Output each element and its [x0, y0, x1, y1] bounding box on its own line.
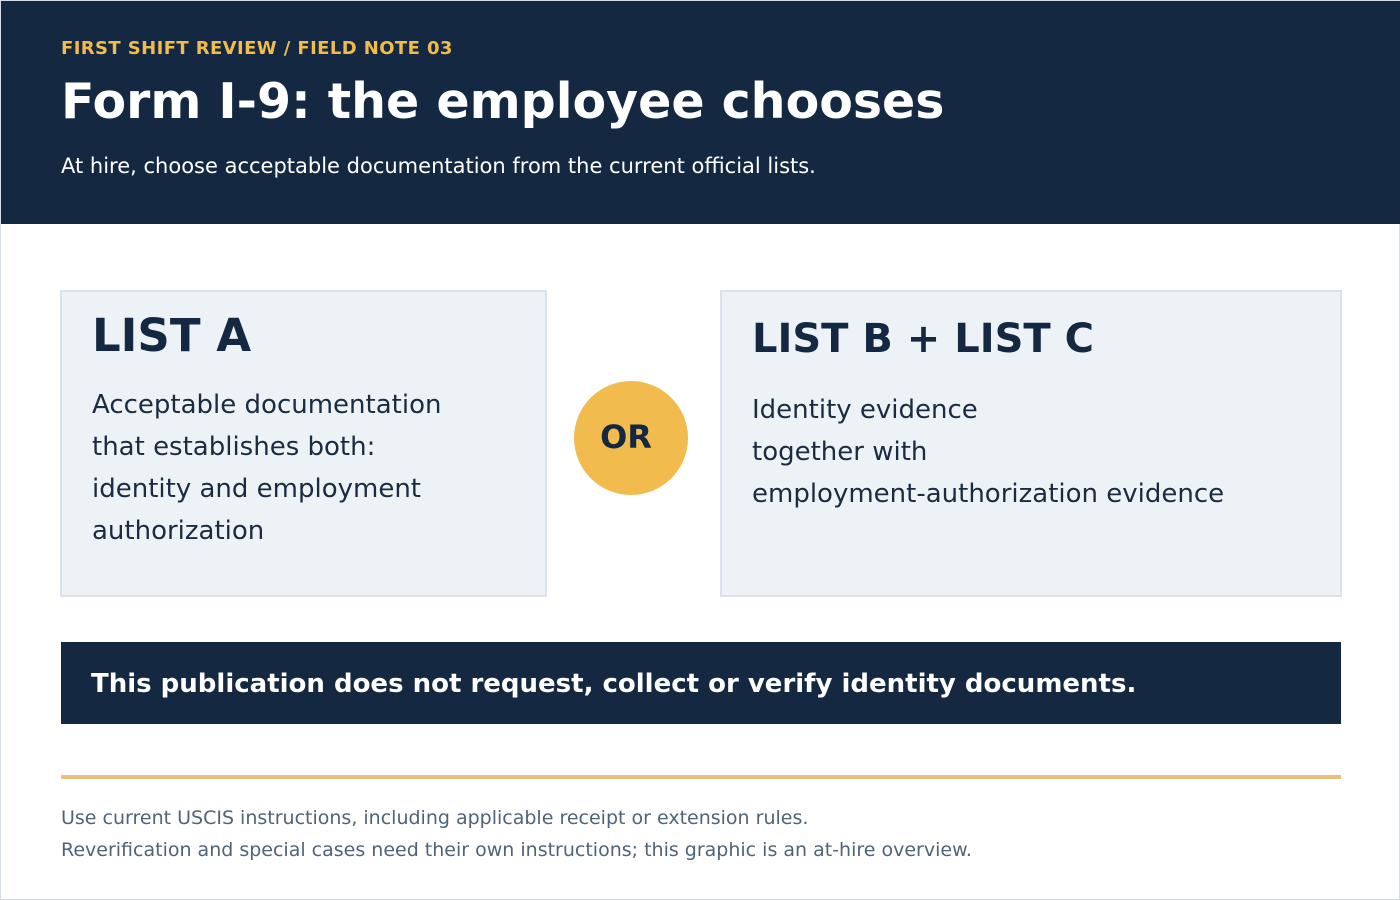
list-a-line: identity and employment: [92, 474, 421, 504]
page-subtitle: At hire, choose acceptable documentation from the current official lists.: [61, 154, 816, 178]
header-banner: [1, 1, 1400, 224]
list-a-line: authorization: [92, 516, 265, 546]
privacy-notice-text: This publication does not request, collect or verify identity documents.: [91, 669, 1137, 699]
list-b-c-card: [720, 290, 1342, 597]
list-b-c-line: employment-authorization evidence: [752, 479, 1225, 509]
list-b-c-line: together with: [752, 437, 928, 467]
eyebrow-label: FIRST SHIFT REVIEW / FIELD NOTE 03: [61, 38, 453, 59]
footnotes: [61, 802, 972, 866]
list-b-c-line: Identity evidence: [752, 395, 978, 425]
list-a-description: [92, 384, 441, 552]
list-a-heading: LIST A: [92, 309, 252, 362]
footnote-line: Reverification and special cases need their own instructions; this graphic is an at-hire overview.: [61, 839, 972, 861]
privacy-notice-banner: [61, 642, 1341, 724]
list-a-line: Acceptable documentation: [92, 390, 442, 420]
or-badge: [574, 381, 688, 495]
list-b-c-heading: LIST B + LIST C: [752, 316, 1094, 362]
list-b-c-description: [752, 389, 1224, 515]
list-a-card: [60, 290, 547, 597]
or-label: OR: [600, 418, 652, 456]
page-title: Form I-9: the employee chooses: [61, 73, 945, 130]
footnote-line: Use current USCIS instructions, including applicable receipt or extension rules.: [61, 807, 809, 829]
list-a-line: that establishes both:: [92, 432, 376, 462]
section-divider: [61, 775, 1341, 779]
